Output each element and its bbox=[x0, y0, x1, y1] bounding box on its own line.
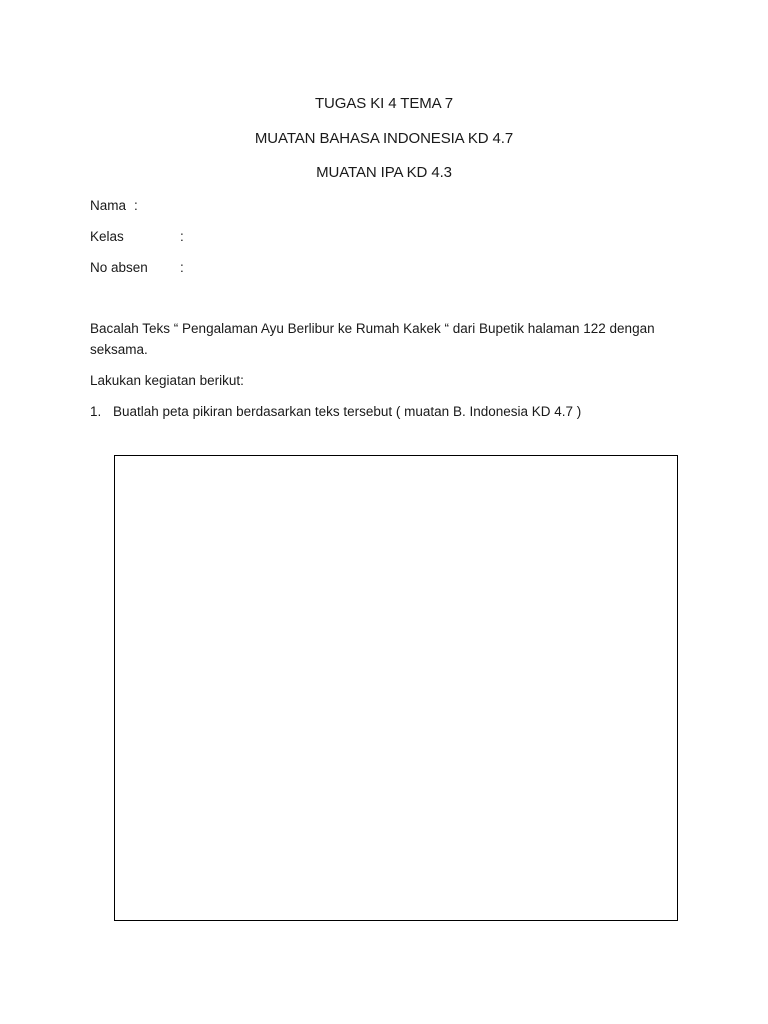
title-line-2: MUATAN BAHASA INDONESIA KD 4.7 bbox=[254, 130, 514, 147]
title-line-3: MUATAN IPA KD 4.3 bbox=[316, 164, 452, 181]
task-text: Buatlah peta pikiran berdasarkan teks tersebut ( muatan B. Indonesia KD 4.7 ) bbox=[113, 404, 582, 419]
intro-paragraph: Bacalah Teks “ Pengalaman Ayu Berlibur ke Rumah Kakek “ dari Bupetik halaman 122 dengan seksama. bbox=[90, 321, 655, 357]
field-colon-no-absen: : bbox=[180, 260, 184, 275]
instruction-paragraph: Lakukan kegiatan berikut: bbox=[90, 373, 244, 388]
task-number: 1. bbox=[90, 404, 102, 419]
mind-map-answer-box bbox=[114, 455, 678, 921]
field-label-no-absen: No absen bbox=[90, 260, 148, 275]
field-label-kelas: Kelas bbox=[90, 229, 124, 244]
field-label-nama: Nama bbox=[90, 198, 127, 213]
field-colon-kelas: : bbox=[180, 229, 184, 244]
field-colon-nama: : bbox=[134, 198, 138, 213]
title-line-1: TUGAS KI 4 TEMA 7 bbox=[314, 95, 454, 112]
